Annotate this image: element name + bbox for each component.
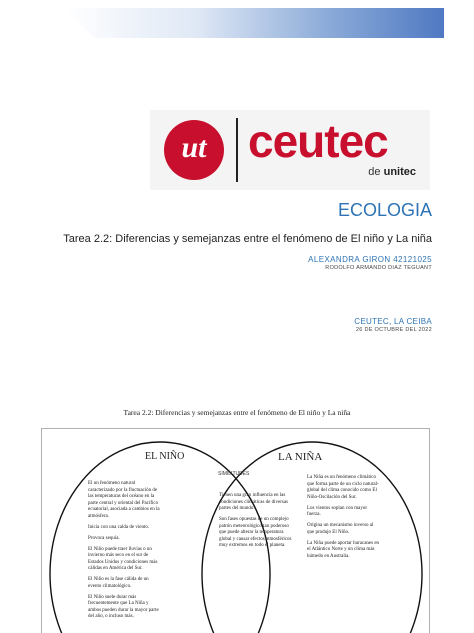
similarity-paragraph: Son fases opuestas de un complejo patrón meteorológico tan poderoso que puede alterar la temperatura global y causar efectos atmosféricos muy extremos en todo el planeta.: [219, 517, 292, 548]
cover-date: 26 DE OCTUBRE DEL 2022: [355, 327, 432, 333]
similarities-title: SIMILITUDES: [218, 471, 250, 477]
diagram-caption: Tarea 2.2: Diferencias y semejanzas entre el fenómeno de El niño y La niña: [123, 408, 351, 417]
similarity-paragraph: Tienen una gran influencia en las condiciones climáticas de diversas partes del mundo.: [219, 493, 289, 511]
logo-wordmark: ceutec: [248, 115, 388, 167]
ceutec-logo: [150, 110, 430, 190]
nina-paragraph: La Niña es un fenómeno climático que forma parte de un ciclo natural-global del clima conocido como El Niño-Oscilación del Sur.: [307, 475, 379, 500]
nina-paragraph: La Niña puede aportar huracanes en el Atlántico Norte y un clima más húmedo en Australia.: [307, 540, 380, 559]
venn-diagram: [41, 428, 430, 633]
nino-paragraph: El Niño suele durar más frecuentemente que La Niña y ambos pueden durar la mayor parte del año, o incluso más.: [88, 594, 159, 619]
logo-subtitle: [368, 166, 416, 178]
cover-teacher: RODOLFO ARMANDO DIAZ TEGUANT: [325, 265, 432, 271]
similarities-text: [219, 493, 295, 554]
logo-sub-brand: unitec: [383, 166, 416, 178]
header-banner: [64, 8, 444, 38]
nino-paragraph: El un fenómeno natural caracterizado por la fluctuación de las temperaturas del océano en la parte central y oriental del Pacífico ecuatorial, asociada a cambios en la atmósfera.: [88, 481, 160, 519]
nina-title: LA NIÑA: [278, 451, 323, 463]
cover-place: CEUTEC, LA CEIBA: [354, 317, 432, 326]
cover-subtitle: Tarea 2.2: Diferencias y semejanzas entre el fenómeno de El niño y La niña: [63, 233, 432, 245]
nino-paragraph: Provoca sequía.: [88, 535, 120, 541]
cover-author: ALEXANDRA GIRON 42121025: [308, 255, 432, 264]
logo-mark-text: ut: [181, 131, 207, 164]
logo-mark: [164, 120, 224, 180]
nino-title: EL NIÑO: [145, 451, 185, 462]
nino-paragraph: El Niño es la fase cálida de un evento climatológico.: [88, 577, 149, 589]
nina-paragraph: Origina un mecanismo inverso al que produjo El Niño.: [307, 523, 374, 535]
nina-paragraph: Los vientos soplan con mayor fuerza.: [307, 505, 367, 517]
nino-text: [88, 481, 160, 625]
nino-paragraph: Inicia con una calda de viento.: [88, 524, 150, 530]
cover-title: ECOLOGIA: [337, 200, 432, 220]
nino-paragraph: El Niño puede traer lluvias o un invierno más seco en el sur de Estados Unidos y condiciones más cálidas en América del Sur.: [88, 546, 158, 571]
logo-sub-prefix: de: [368, 166, 381, 178]
logo-divider: [236, 118, 238, 182]
nina-text: [307, 475, 381, 565]
